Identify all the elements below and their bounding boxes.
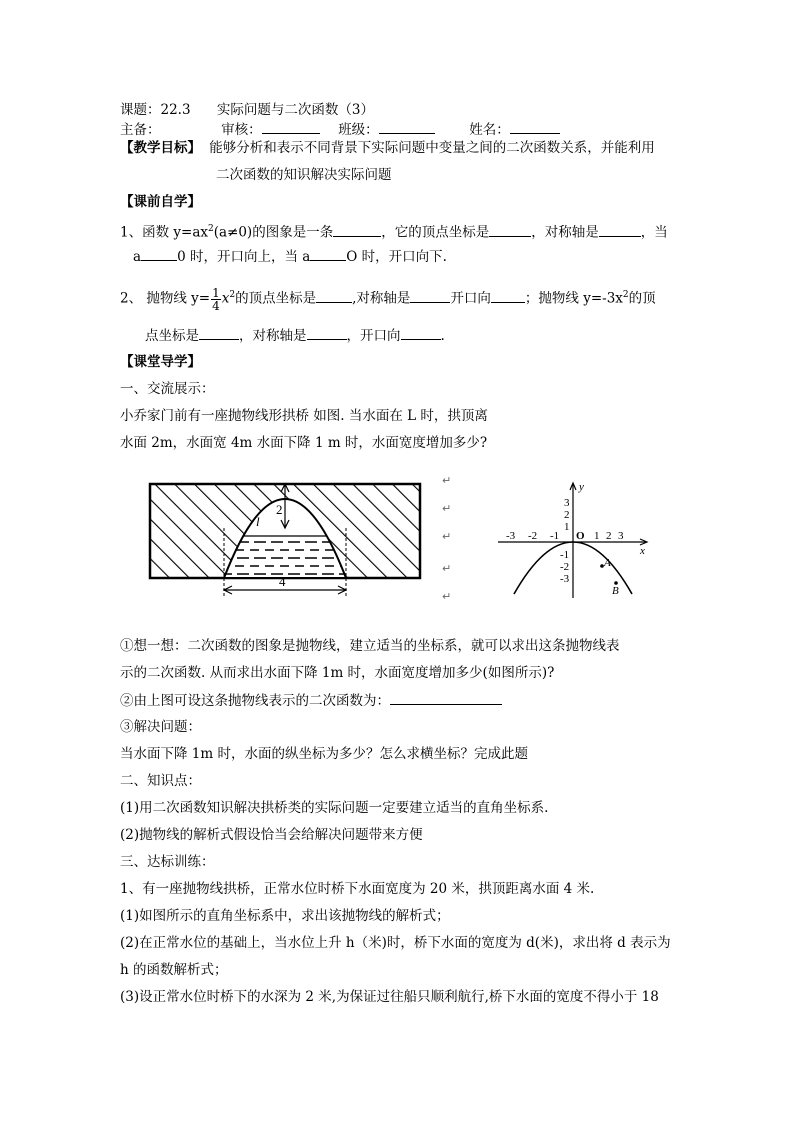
- question-2-line-2: [145, 326, 445, 345]
- lesson-number: 课题：22.3: [120, 102, 191, 118]
- problem-text-1: 小乔家门前有一座抛物线形拱桥 如图. 当水面在 L 时，拱顶离: [120, 408, 488, 424]
- x-tick-label: -3: [506, 530, 516, 542]
- x-tick-label: -1: [550, 530, 560, 542]
- solve-text: 当水面下降 1m 时，水面的纵坐标为多少？怎么求横坐标？完成此题: [120, 746, 528, 762]
- review-blank[interactable]: [262, 120, 320, 134]
- exercise-1-text: 1、有一座抛物线拱桥，正常水位时桥下水面宽度为 20 米，拱顶距离水面 4 米.: [120, 881, 595, 897]
- q1-text-g: 0 时，开口向上，当 a: [177, 249, 311, 265]
- exercise-1-part-1: (1)如图所示的直角坐标系中，求出该抛物线的解析式；: [120, 908, 450, 924]
- return-mark: ↵: [442, 530, 452, 543]
- lesson-title-line: [120, 101, 374, 119]
- lesson-title: 实际问题与二次函数（3）: [216, 102, 374, 118]
- question-1-line-1: 1、函数 $y=ax^2(a\ne 0)$的图象是一条 ，它的顶点坐标是 ，对称轴是 ，当: [120, 224, 668, 241]
- objective-line-1: [120, 139, 655, 157]
- assume-text: ②由上图可设这条抛物线表示的二次函数为：: [120, 693, 390, 709]
- q2-text-g: 的顶: [628, 290, 656, 307]
- q1-text-f: a: [133, 249, 142, 265]
- review-label: 审核：: [221, 122, 262, 138]
- q1-text-b: (a≠0)的图象是一条: [213, 224, 334, 241]
- q1-blank-4[interactable]: [141, 247, 177, 261]
- q2-text-a: 2、 抛物线 y=: [120, 290, 211, 307]
- x-tick-label: 2: [606, 530, 612, 542]
- author-line: [120, 120, 560, 139]
- return-mark: ↵: [442, 502, 452, 515]
- class-blank[interactable]: [379, 120, 435, 134]
- preclass-heading: 【课前自学】: [120, 194, 201, 210]
- q1-text-h: O 时，开口向下.: [346, 249, 447, 265]
- q2-text-f: ；抛物线 y=-3x: [524, 290, 623, 307]
- point-a-label: A: [604, 557, 611, 569]
- fraction-one-quarter: [211, 287, 221, 312]
- q1-blank-2[interactable]: [489, 223, 531, 237]
- water-line-label: l: [256, 514, 260, 529]
- q1-blank-5[interactable]: [310, 247, 346, 261]
- class-label: 班级：: [338, 122, 379, 138]
- origin-label: O: [576, 530, 585, 542]
- question-2-line-1: 2、 抛物线 y= $\frac{1}{4}$ $x^2$的顶点坐标是 ,对称轴是 开口向 ；抛物线 $y=-3x^2$的顶: [120, 285, 656, 313]
- parabola-coordinate-figure: [494, 478, 656, 602]
- q2-blank-1[interactable]: [316, 289, 352, 303]
- q2-text-d: ,对称轴是: [352, 290, 411, 307]
- section-2-title: 二、知识点：: [120, 773, 201, 789]
- q2-text-i: ，对称轴是: [239, 328, 307, 344]
- exercise-1-part-2-cont: h 的函数解析式；: [120, 962, 228, 978]
- y-tick-label: 1: [564, 521, 570, 533]
- y-tick-label: 3: [564, 497, 570, 509]
- q2-blank-6[interactable]: [401, 326, 441, 340]
- y-tick-label: -3: [560, 573, 570, 585]
- objective-text-2: 二次函数的知识解决实际问题: [216, 167, 392, 183]
- q2-text-h: 点坐标是: [145, 328, 199, 344]
- objective-text-1: 能够分析和表示不同背景下实际问题中变量之间的二次函数关系，并能利用: [209, 140, 655, 156]
- return-mark: ↵: [442, 590, 452, 603]
- width-label: 4: [279, 574, 286, 589]
- return-mark: ↵: [442, 474, 452, 487]
- section-3-title: 三、达标训练：: [120, 854, 215, 870]
- q2-blank-4[interactable]: [199, 326, 239, 340]
- x-axis-label: x: [640, 545, 645, 557]
- fraction-denominator: 4: [212, 298, 220, 313]
- q2-text-c: 的顶点坐标是: [235, 290, 317, 307]
- knowledge-point-2: (2)抛物线的解析式假设恰当会给解决问题带来方便: [120, 827, 423, 843]
- q2-blank-2[interactable]: [410, 289, 450, 303]
- return-mark: ↵: [442, 562, 452, 575]
- y-tick-label: -2: [560, 561, 570, 573]
- guide-heading: 【课堂导学】: [120, 354, 201, 370]
- section-1-title: 一、交流展示：: [120, 381, 215, 397]
- x-tick-label: 1: [594, 530, 600, 542]
- q2-text-j: ，开口向: [346, 328, 401, 344]
- point-b-label: B: [612, 585, 619, 597]
- q2-text-e: 开口向: [450, 290, 491, 307]
- height-label: 2: [276, 502, 283, 517]
- exercise-1-part-2: (2)在正常水位的基础上，当水位上升 h（米)时，桥下水面的宽度为 d(米)，求出将 d 表示为: [120, 935, 671, 951]
- q2-text-k: .: [440, 328, 445, 344]
- q2-blank-3[interactable]: [491, 289, 525, 303]
- q1-text-c: ，它的顶点坐标是: [381, 224, 490, 241]
- name-blank[interactable]: [510, 120, 560, 134]
- y-tick-label: -1: [560, 549, 570, 561]
- question-1-line-2: [133, 247, 447, 266]
- bridge-figure: [140, 470, 430, 602]
- think-text-1: ①想一想：二次函数的图象是抛物线，建立适当的坐标系，就可以求出这条抛物线表: [120, 638, 620, 654]
- problem-text-2: 水面 2m，水面宽 4m 水面下降 1 m 时，水面宽度增加多少?: [120, 435, 488, 451]
- q1-blank-1[interactable]: [333, 223, 381, 237]
- q2-var-x: x: [221, 290, 230, 307]
- q1-blank-3[interactable]: [599, 223, 641, 237]
- main-prep-label: 主备：: [120, 122, 161, 138]
- q2-blank-5[interactable]: [307, 326, 347, 340]
- solve-heading: ③解决问题：: [120, 719, 201, 735]
- objective-label: 【教学目标】: [120, 140, 201, 156]
- name-label: 姓名：: [469, 122, 510, 138]
- q1-text-a: 1、函数 y=ax: [120, 224, 208, 241]
- x-tick-label: -2: [528, 530, 538, 542]
- function-blank[interactable]: [390, 691, 502, 705]
- q1-text-d: ，对称轴是: [531, 224, 599, 241]
- y-axis-label: y: [579, 481, 584, 493]
- y-tick-label: 2: [564, 509, 570, 521]
- think-text-2: 示的二次函数. 从而求出水面下降 1m 时，水面宽度增加多少(如图所示)?: [120, 665, 555, 681]
- q1-text-e: ，当: [640, 224, 668, 241]
- x-tick-label: 3: [618, 530, 624, 542]
- fraction-numerator: 1: [212, 285, 220, 300]
- assume-line: [120, 691, 502, 710]
- exercise-1-part-3: (3)设正常水位时桥下的水深为 2 米,为保证过往船只顺利航行,桥下水面的宽度不得小于 18: [120, 989, 659, 1005]
- knowledge-point-1: (1)用二次函数知识解决拱桥类的实际问题一定要建立适当的直角坐标系.: [120, 800, 549, 816]
